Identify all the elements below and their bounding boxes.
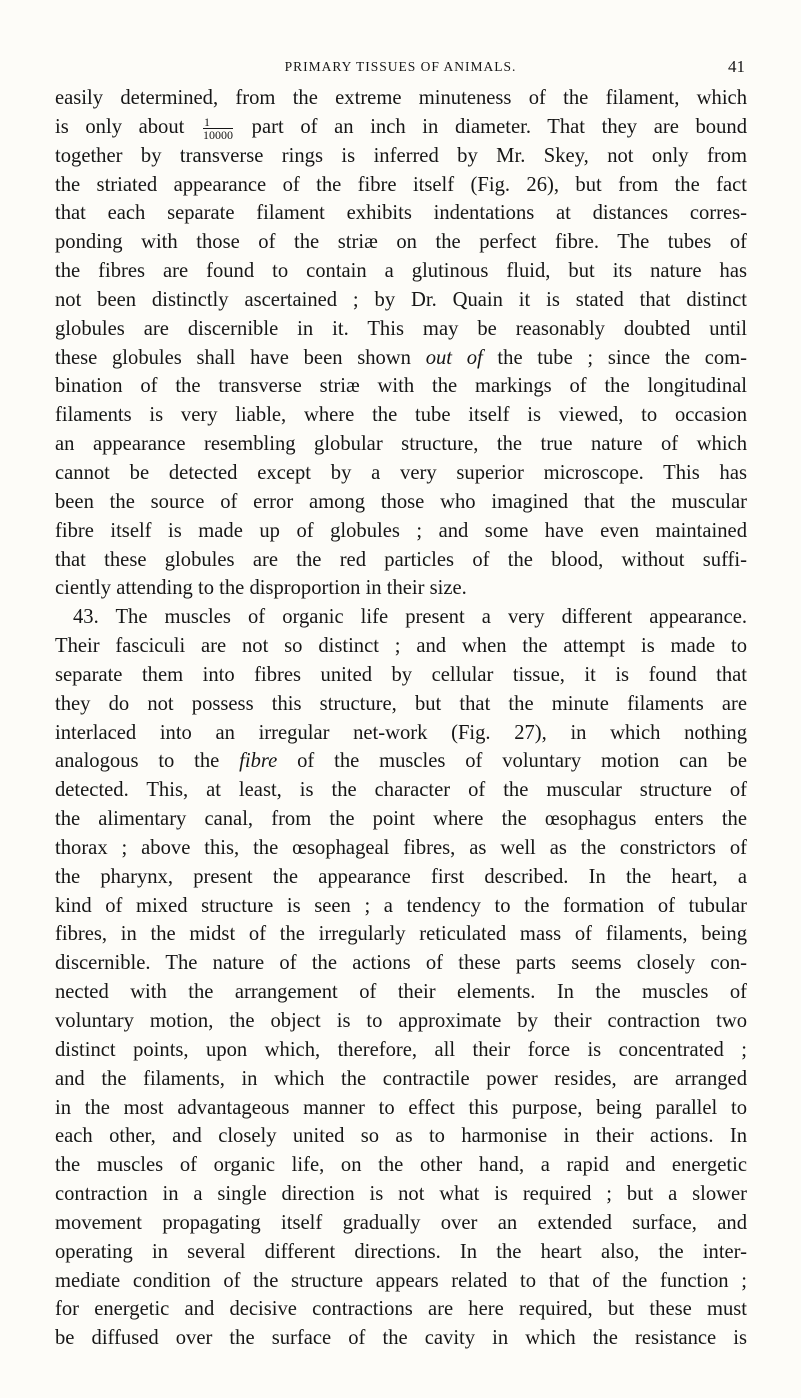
text-line: that each separate filament exhibits indentations at distances corres- — [55, 202, 747, 225]
text-line: ciently attending to the disproportion in their size. — [55, 577, 467, 600]
text-line: the fibres are found to contain a glutinous fluid, but its nature has — [55, 260, 747, 283]
text-line: interlaced into an irregular net-work (Fig. 27), in which nothing — [55, 721, 747, 744]
text-fragment: analogous to the — [55, 750, 220, 773]
text-line: been the source of error among those who imagined that the muscular — [55, 490, 747, 513]
text-line: the alimentary canal, from the point where the œsophagus enters the — [55, 808, 747, 831]
italic-text: out of — [425, 346, 483, 369]
text-line: bination of the transverse striæ with the markings of the longitudinal — [55, 375, 747, 398]
page-header — [56, 59, 745, 81]
text-line: kind of mixed structure is seen ; a tendency to the formation of tubular — [55, 894, 747, 917]
text-line: distinct points, upon which, therefore, all their force is concentrated ; — [55, 1038, 747, 1061]
text-line: contraction in a single direction is not what is required ; but a slower — [55, 1183, 747, 1206]
fraction-denominator: 10000 — [203, 127, 234, 142]
text-line: an appearance resembling globular structure, the true nature of which — [55, 433, 747, 456]
text-line: Their fasciculi are not so distinct ; and when the attempt is made to — [55, 635, 747, 658]
running-head: PRIMARY TISSUES OF ANIMALS. — [284, 59, 517, 74]
text-line — [55, 344, 747, 373]
text-line: detected. This, at least, is the character of the muscular structure of — [55, 779, 747, 802]
italic-text: fibre — [239, 750, 278, 773]
text-fragment: is only about — [55, 115, 185, 138]
text-line: fibres, in the midst of the irregularly reticulated mass of filaments, being — [55, 923, 747, 946]
text-line: movement propagating itself gradually over an extended surface, and — [55, 1211, 747, 1234]
text-line: be diffused over the surface of the cavity in which the resistance is — [55, 1327, 747, 1350]
text-line: separate them into fibres united by cellular tissue, it is found that — [55, 663, 747, 686]
text-line: each other, and closely united so as to harmonise in their actions. In — [55, 1125, 747, 1148]
text-line: fibre itself is made up of globules ; and some have even maintained — [55, 519, 747, 542]
text-line: easily determined, from the extreme minuteness of the filament, which — [55, 87, 747, 109]
body-text — [55, 84, 747, 1353]
text-line: they do not possess this structure, but that the minute filaments are — [55, 692, 747, 715]
text-line — [55, 747, 747, 776]
text-line: the muscles of organic life, on the other hand, a rapid and energetic — [55, 1154, 747, 1177]
text-fragment: part of an inch in diameter. That they are bound — [251, 115, 747, 138]
paragraph-start: 43. The muscles of organic life present a very different appearance. — [73, 606, 747, 629]
fraction — [203, 116, 233, 141]
text-line: the pharynx, present the appearance first described. In the heart, a — [55, 865, 747, 888]
text-line: thorax ; above this, the œsophageal fibres, as well as the constrictors of — [55, 836, 747, 859]
text-line: the striated appearance of the fibre itself (Fig. 26), but from the fact — [55, 173, 747, 196]
text-line: discernible. The nature of the actions of these parts seems closely con- — [55, 952, 747, 975]
text-line: mediate condition of the structure appears related to that of the function ; — [55, 1269, 747, 1292]
text-line: in the most advantageous manner to effect this purpose, being parallel to — [55, 1096, 747, 1119]
fraction-numerator: 1 — [203, 116, 233, 129]
page-number: 41 — [728, 57, 745, 76]
text-line: and the filaments, in which the contractile power resides, are arranged — [55, 1067, 747, 1090]
text-line: cannot be detected except by a very superior microscope. This has — [55, 461, 747, 484]
text-line: filaments is very liable, where the tube itself is viewed, to occasion — [55, 404, 747, 427]
text-line: operating in several different directions. In the heart also, the inter- — [55, 1240, 747, 1263]
text-fragment: of the muscles of voluntary motion can be — [297, 750, 747, 773]
text-line: globules are discernible in it. This may be reasonably doubted until — [55, 317, 747, 340]
text-line: for energetic and decisive contractions are here required, but these must — [55, 1298, 747, 1321]
text-line: nected with the arrangement of their elements. In the muscles of — [55, 981, 747, 1004]
text-line: not been distinctly ascertained ; by Dr. Quain it is stated that distinct — [55, 288, 747, 311]
text-line: that these globules are the red particles of the blood, without suffi- — [55, 548, 747, 571]
text-line — [55, 113, 747, 142]
text-line: ponding with those of the striæ on the perfect fibre. The tubes of — [55, 231, 747, 254]
text-fragment: the tube ; since the com- — [497, 346, 748, 369]
text-line: voluntary motion, the object is to approximate by their contraction two — [55, 1010, 747, 1032]
text-line: together by transverse rings is inferred by Mr. Skey, not only from — [55, 144, 747, 167]
text-fragment: these globules shall have been shown — [55, 346, 411, 369]
